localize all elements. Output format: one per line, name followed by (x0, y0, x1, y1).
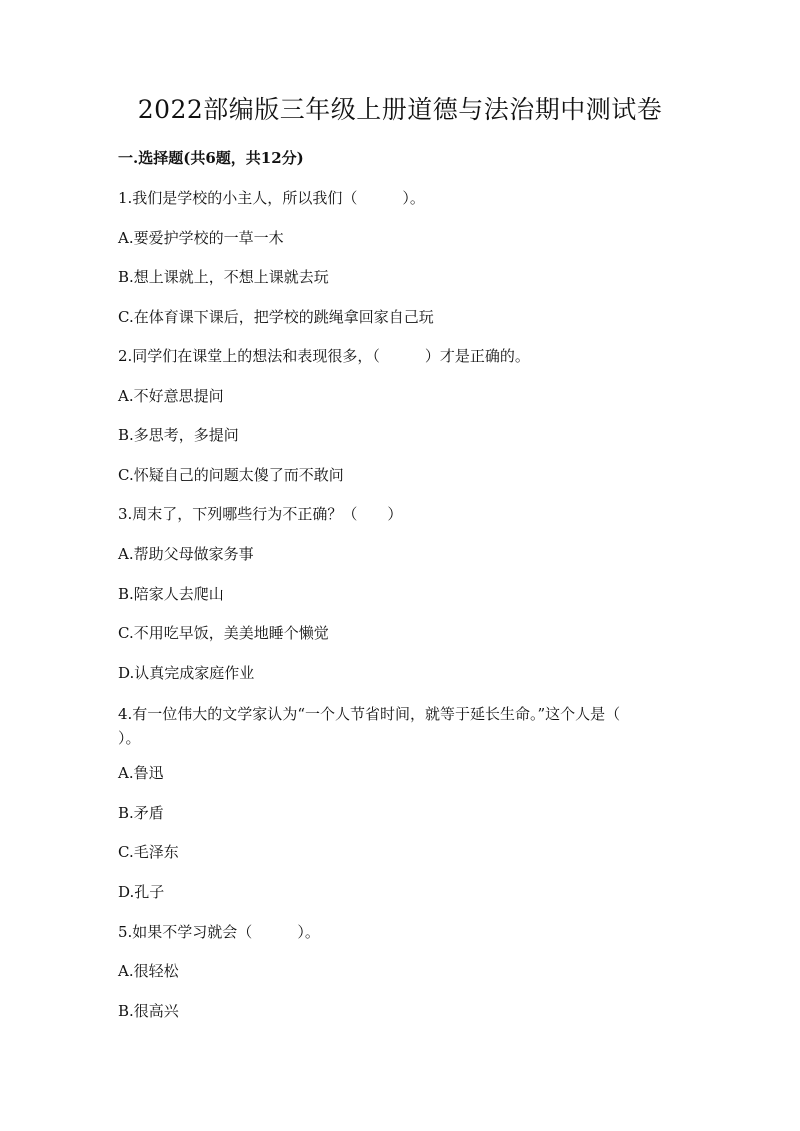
question-option: C.在体育课下课后，把学校的跳绳拿回家自己玩 (118, 308, 434, 326)
document-title: 2022部编版三年级上册道德与法治期中测试卷 (137, 95, 663, 124)
question-option: D.认真完成家庭作业 (118, 664, 255, 682)
question-option: C.毛泽东 (118, 843, 179, 861)
question-option: B.很高兴 (118, 1002, 179, 1020)
question-option: A.不好意思提问 (118, 387, 224, 405)
question-option: A.要爱护学校的一草一木 (118, 229, 284, 247)
question-option: B.多思考，多提问 (118, 426, 239, 444)
question-stem: 4.有一位伟大的文学家认为“一个人节省时间，就等于延长生命。”这个人是（ ）。 (118, 705, 666, 747)
question-option: A.帮助父母做家务事 (118, 545, 254, 563)
question-option: B.矛盾 (118, 804, 164, 822)
question-option: A.鲁迅 (118, 764, 164, 782)
question-option: A.很轻松 (118, 962, 179, 980)
question-option: B.陪家人去爬山 (118, 585, 224, 603)
question-stem: 3.周末了，下列哪些行为不正确？（ ） (118, 505, 403, 523)
question-stem: 1.我们是学校的小主人，所以我们（ ）。 (118, 189, 425, 207)
question-stem: 2.同学们在课堂上的想法和表现很多，（ ）才是正确的。 (118, 347, 530, 365)
question-option: B.想上课就上，不想上课就去玩 (118, 268, 329, 286)
question-option: C.不用吃早饭，美美地睡个懒觉 (118, 624, 329, 642)
question-option: D.孔子 (118, 883, 165, 901)
question-stem: 5.如果不学习就会（ ）。 (118, 923, 320, 941)
question-option: C.怀疑自己的问题太傻了而不敢问 (118, 466, 344, 484)
section-heading: 一.选择题(共6题，共12分) (118, 149, 304, 167)
